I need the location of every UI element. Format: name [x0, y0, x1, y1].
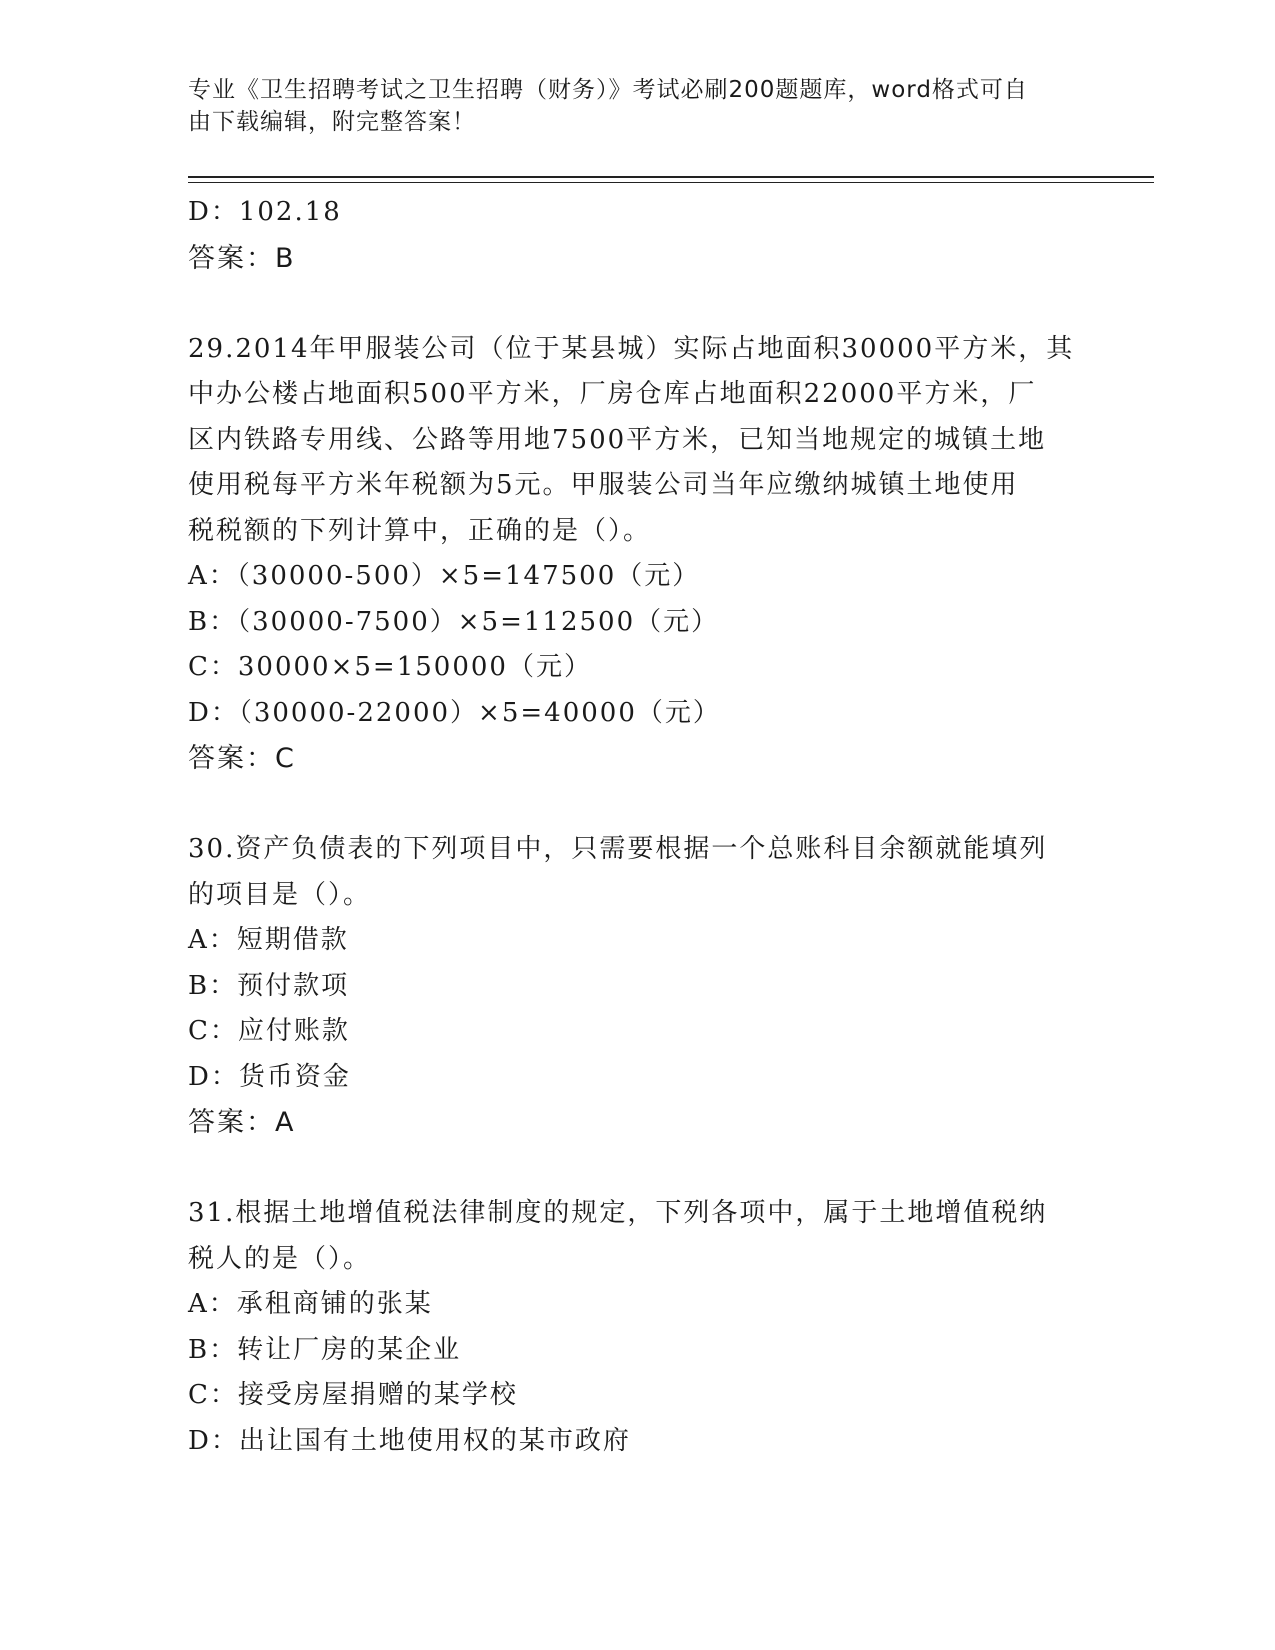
option-d: D：货币资金 — [188, 1061, 351, 1092]
question-stem — [188, 827, 1088, 918]
stem-line: 30.资产负债表的下列项目中，只需要根据一个总账科目余额就能填列 — [188, 834, 1048, 864]
stem-line: 29.2014年甲服装公司（位于某县城）实际占地面积30000平方米，其 — [188, 333, 1075, 364]
option-a: A：（30000-500）×5=147500（元） — [188, 561, 701, 591]
option-d: D：出让国有土地使用权的某市政府 — [188, 1425, 631, 1456]
document-body — [188, 190, 1088, 1464]
stem-line: 区内铁路专用线、公路等用地7500平方米，已知当地规定的城镇土地 — [188, 424, 1047, 455]
option-b: B：（30000-7500）×5=112500（元） — [188, 606, 720, 637]
option-d: D：（30000-22000）×5=40000（元） — [188, 697, 721, 728]
option-c: C：应付账款 — [188, 1016, 350, 1046]
option-b: B：预付款项 — [188, 970, 350, 1001]
stem-line: 使用税每平方米年税额为5元。甲服装公司当年应缴纳城镇土地使用 — [188, 470, 1019, 500]
question-29 — [188, 327, 1088, 782]
header-divider-thin — [188, 182, 1154, 183]
page-header — [188, 74, 1088, 138]
question-stem — [188, 1191, 1088, 1282]
question-stem — [188, 327, 1088, 555]
answer-line: 答案：C — [188, 743, 296, 774]
option-a: A：承租商铺的张某 — [188, 1289, 433, 1319]
answer-line: 答案：A — [188, 1107, 296, 1138]
spacer — [188, 782, 1088, 828]
stem-line: 的项目是（）。 — [188, 879, 372, 910]
stem-line: 税税额的下列计算中，正确的是（）。 — [188, 515, 652, 546]
spacer — [188, 1146, 1088, 1192]
previous-question-tail — [188, 190, 1088, 281]
header-line-2: 由下载编辑，附完整答案！ — [188, 109, 476, 135]
option-d: D：102.18 — [188, 197, 342, 227]
question-30 — [188, 827, 1088, 1146]
stem-line: 税人的是（）。 — [188, 1243, 372, 1274]
question-31 — [188, 1191, 1088, 1464]
stem-line: 31.根据土地增值税法律制度的规定，下列各项中，属于土地增值税纳 — [188, 1198, 1048, 1228]
option-a: A：短期借款 — [188, 925, 349, 955]
option-c: C：接受房屋捐赠的某学校 — [188, 1380, 518, 1410]
answer-line: 答案：B — [188, 242, 296, 274]
spacer — [188, 281, 1088, 327]
option-b: B：转让厂房的某企业 — [188, 1334, 462, 1365]
header-divider-thick — [188, 176, 1154, 178]
stem-line: 中办公楼占地面积500平方米，厂房仓库占地面积22000平方米，厂 — [188, 379, 1037, 409]
header-line-1: 专业《卫生招聘考试之卫生招聘（财务）》考试必刷200题题库，word格式可自 — [188, 77, 1028, 103]
option-c: C：30000×5=150000（元） — [188, 652, 592, 682]
